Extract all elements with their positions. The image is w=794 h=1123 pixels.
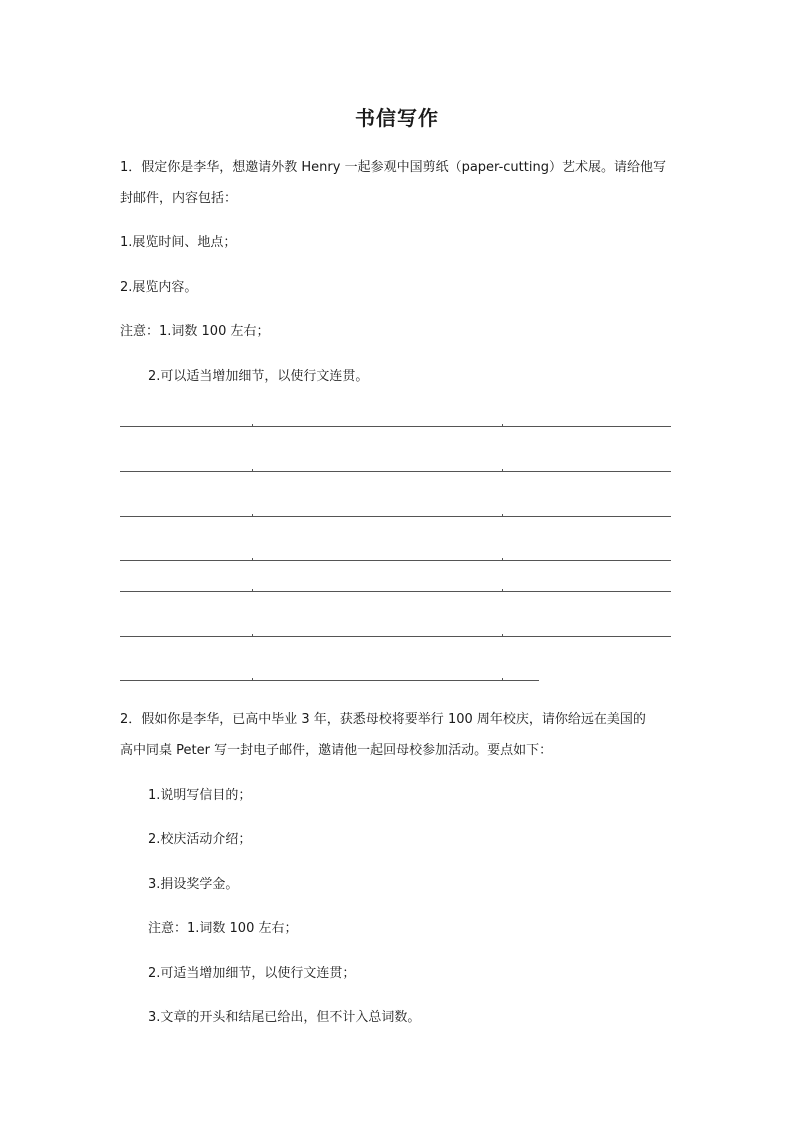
answer-line-tick — [502, 558, 503, 561]
answer-line-tick — [252, 514, 253, 517]
answer-line-short — [120, 680, 539, 681]
answer-line-tick — [502, 678, 503, 681]
answer-line — [120, 516, 671, 517]
answer-line-tick — [252, 634, 253, 637]
q1-point-2: 2.展览内容。 — [120, 280, 198, 295]
q1-note-2: 2.可以适当增加细节，以使行文连贯。 — [148, 369, 369, 384]
q1-stem-line-2: 封邮件，内容包括： — [120, 191, 238, 206]
answer-line-tick — [502, 634, 503, 637]
q2-point-3: 3.捐设奖学金。 — [148, 877, 239, 892]
q1-point-1: 1.展览时间、地点； — [120, 235, 237, 250]
answer-line — [120, 636, 671, 637]
q2-point-1: 1.说明写信目的； — [148, 788, 252, 803]
answer-line — [120, 426, 671, 427]
q2-stem-line-1: 2．假如你是李华，已高中毕业 3 年，获悉母校将要举行 100 周年校庆，请你给远在美国的 — [120, 712, 646, 727]
q2-note-2: 2.可适当增加细节，以使行文连贯； — [148, 966, 356, 981]
answer-line-tick — [502, 589, 503, 592]
answer-line-tick — [502, 469, 503, 472]
page-title: 书信写作 — [355, 106, 439, 130]
answer-line-tick — [252, 678, 253, 681]
answer-line-tick — [252, 424, 253, 427]
answer-line-tick — [502, 514, 503, 517]
answer-line-tick — [502, 424, 503, 427]
q2-note-3: 3.文章的开头和结尾已给出，但不计入总词数。 — [148, 1010, 421, 1025]
q1-stem-line-1: 1．假定你是李华，想邀请外教 Henry 一起参观中国剪纸（paper-cutting）艺术展。请给他写 — [120, 160, 666, 175]
answer-line — [120, 471, 671, 472]
answer-line-tick — [252, 469, 253, 472]
answer-line-tick — [252, 589, 253, 592]
q2-point-2: 2.校庆活动介绍； — [148, 832, 252, 847]
q2-stem-line-2: 高中同桌 Peter 写一封电子邮件，邀请他一起回母校参加活动。要点如下： — [120, 743, 553, 758]
q2-note-1: 注意：1.词数 100 左右； — [148, 921, 298, 936]
answer-line-tick — [252, 558, 253, 561]
q1-note-1: 注意：1.词数 100 左右； — [120, 324, 270, 339]
answer-line — [120, 560, 671, 561]
answer-line — [120, 591, 671, 592]
